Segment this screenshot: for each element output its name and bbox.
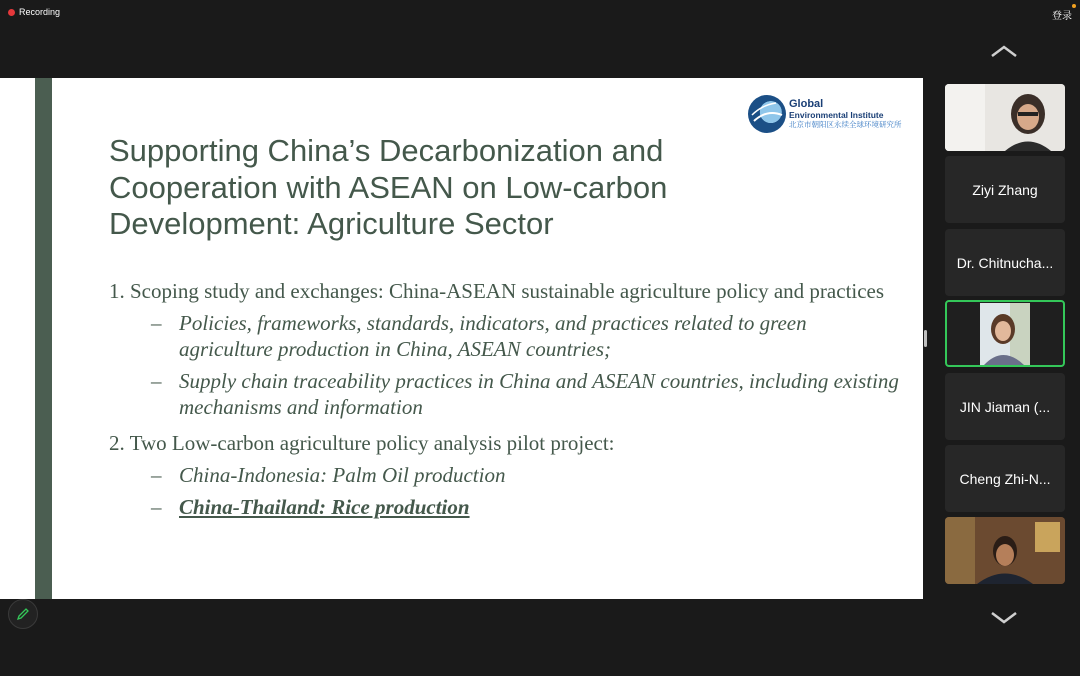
point-1: 1. Scoping study and exchanges: China-ASEAN sustainable agriculture policy and practices xyxy=(109,279,885,303)
point-2-sub-1 xyxy=(109,462,899,488)
video-feed xyxy=(945,84,1065,151)
slide-title: Supporting China’s Decarbonization and Cooperation with ASEAN on Low-carbon Development: Agriculture Sector xyxy=(109,133,668,241)
video-feed xyxy=(980,303,1030,365)
dash: – xyxy=(151,495,162,519)
participant-tile[interactable] xyxy=(945,445,1065,512)
participant-video-7[interactable] xyxy=(945,517,1065,584)
participant-tile[interactable] xyxy=(945,373,1065,440)
logo-line-3: 北京市朝阳区永续全球环境研究所 xyxy=(789,119,902,129)
recording-indicator[interactable] xyxy=(8,7,60,17)
globe-icon xyxy=(748,95,786,133)
video-feed xyxy=(945,517,1065,584)
recording-label: Recording xyxy=(19,7,61,17)
dash: – xyxy=(151,311,162,335)
slide-body xyxy=(109,278,899,520)
participant-video-active[interactable] xyxy=(945,300,1065,367)
dash: – xyxy=(151,463,162,487)
logo-line-1: Global xyxy=(789,97,824,110)
participant-tile[interactable] xyxy=(945,156,1065,223)
point-2-sub-1-text: China-Indonesia: Palm Oil production xyxy=(179,463,506,487)
participant-name: JIN Jiaman (... xyxy=(959,398,1051,415)
point-2-sub-2-text: China-Thailand: Rice production xyxy=(179,495,470,519)
shared-slide xyxy=(0,78,923,599)
point-1-sub-1-text: Policies, frameworks, standards, indicators, and practices related to green agriculture production in China, ASEAN countries; xyxy=(179,311,807,361)
gei-logo xyxy=(748,95,902,133)
annotate-button[interactable] xyxy=(8,599,38,629)
dash: – xyxy=(151,369,162,393)
point-1-sub-1 xyxy=(109,310,899,362)
point-2: 2. Two Low-carbon agriculture policy analysis pilot project: xyxy=(109,431,615,455)
point-2-sub-2 xyxy=(109,494,899,520)
notification-dot xyxy=(1072,4,1076,8)
logo-line-2: Environmental Institute xyxy=(789,109,884,120)
point-1-sub-2-text: Supply chain traceability practices in China and ASEAN countries, including existing mechanisms and information xyxy=(179,369,899,419)
chevron-up-icon[interactable] xyxy=(990,44,1018,58)
login-button[interactable]: 登录 xyxy=(1052,11,1072,22)
participant-name: Cheng Zhi-N... xyxy=(959,470,1051,487)
participant-name: Ziyi Zhang xyxy=(972,181,1038,198)
slide-accent-bar xyxy=(35,78,52,599)
panel-resize-handle[interactable] xyxy=(924,330,927,347)
participant-tile[interactable] xyxy=(945,229,1065,296)
participant-name: Dr. Chitnucha... xyxy=(956,254,1054,271)
point-1-sub-2 xyxy=(109,368,899,420)
participant-video-1[interactable] xyxy=(945,84,1065,151)
record-dot-icon xyxy=(8,9,15,16)
pencil-icon xyxy=(16,607,30,621)
chevron-down-icon[interactable] xyxy=(990,610,1018,624)
